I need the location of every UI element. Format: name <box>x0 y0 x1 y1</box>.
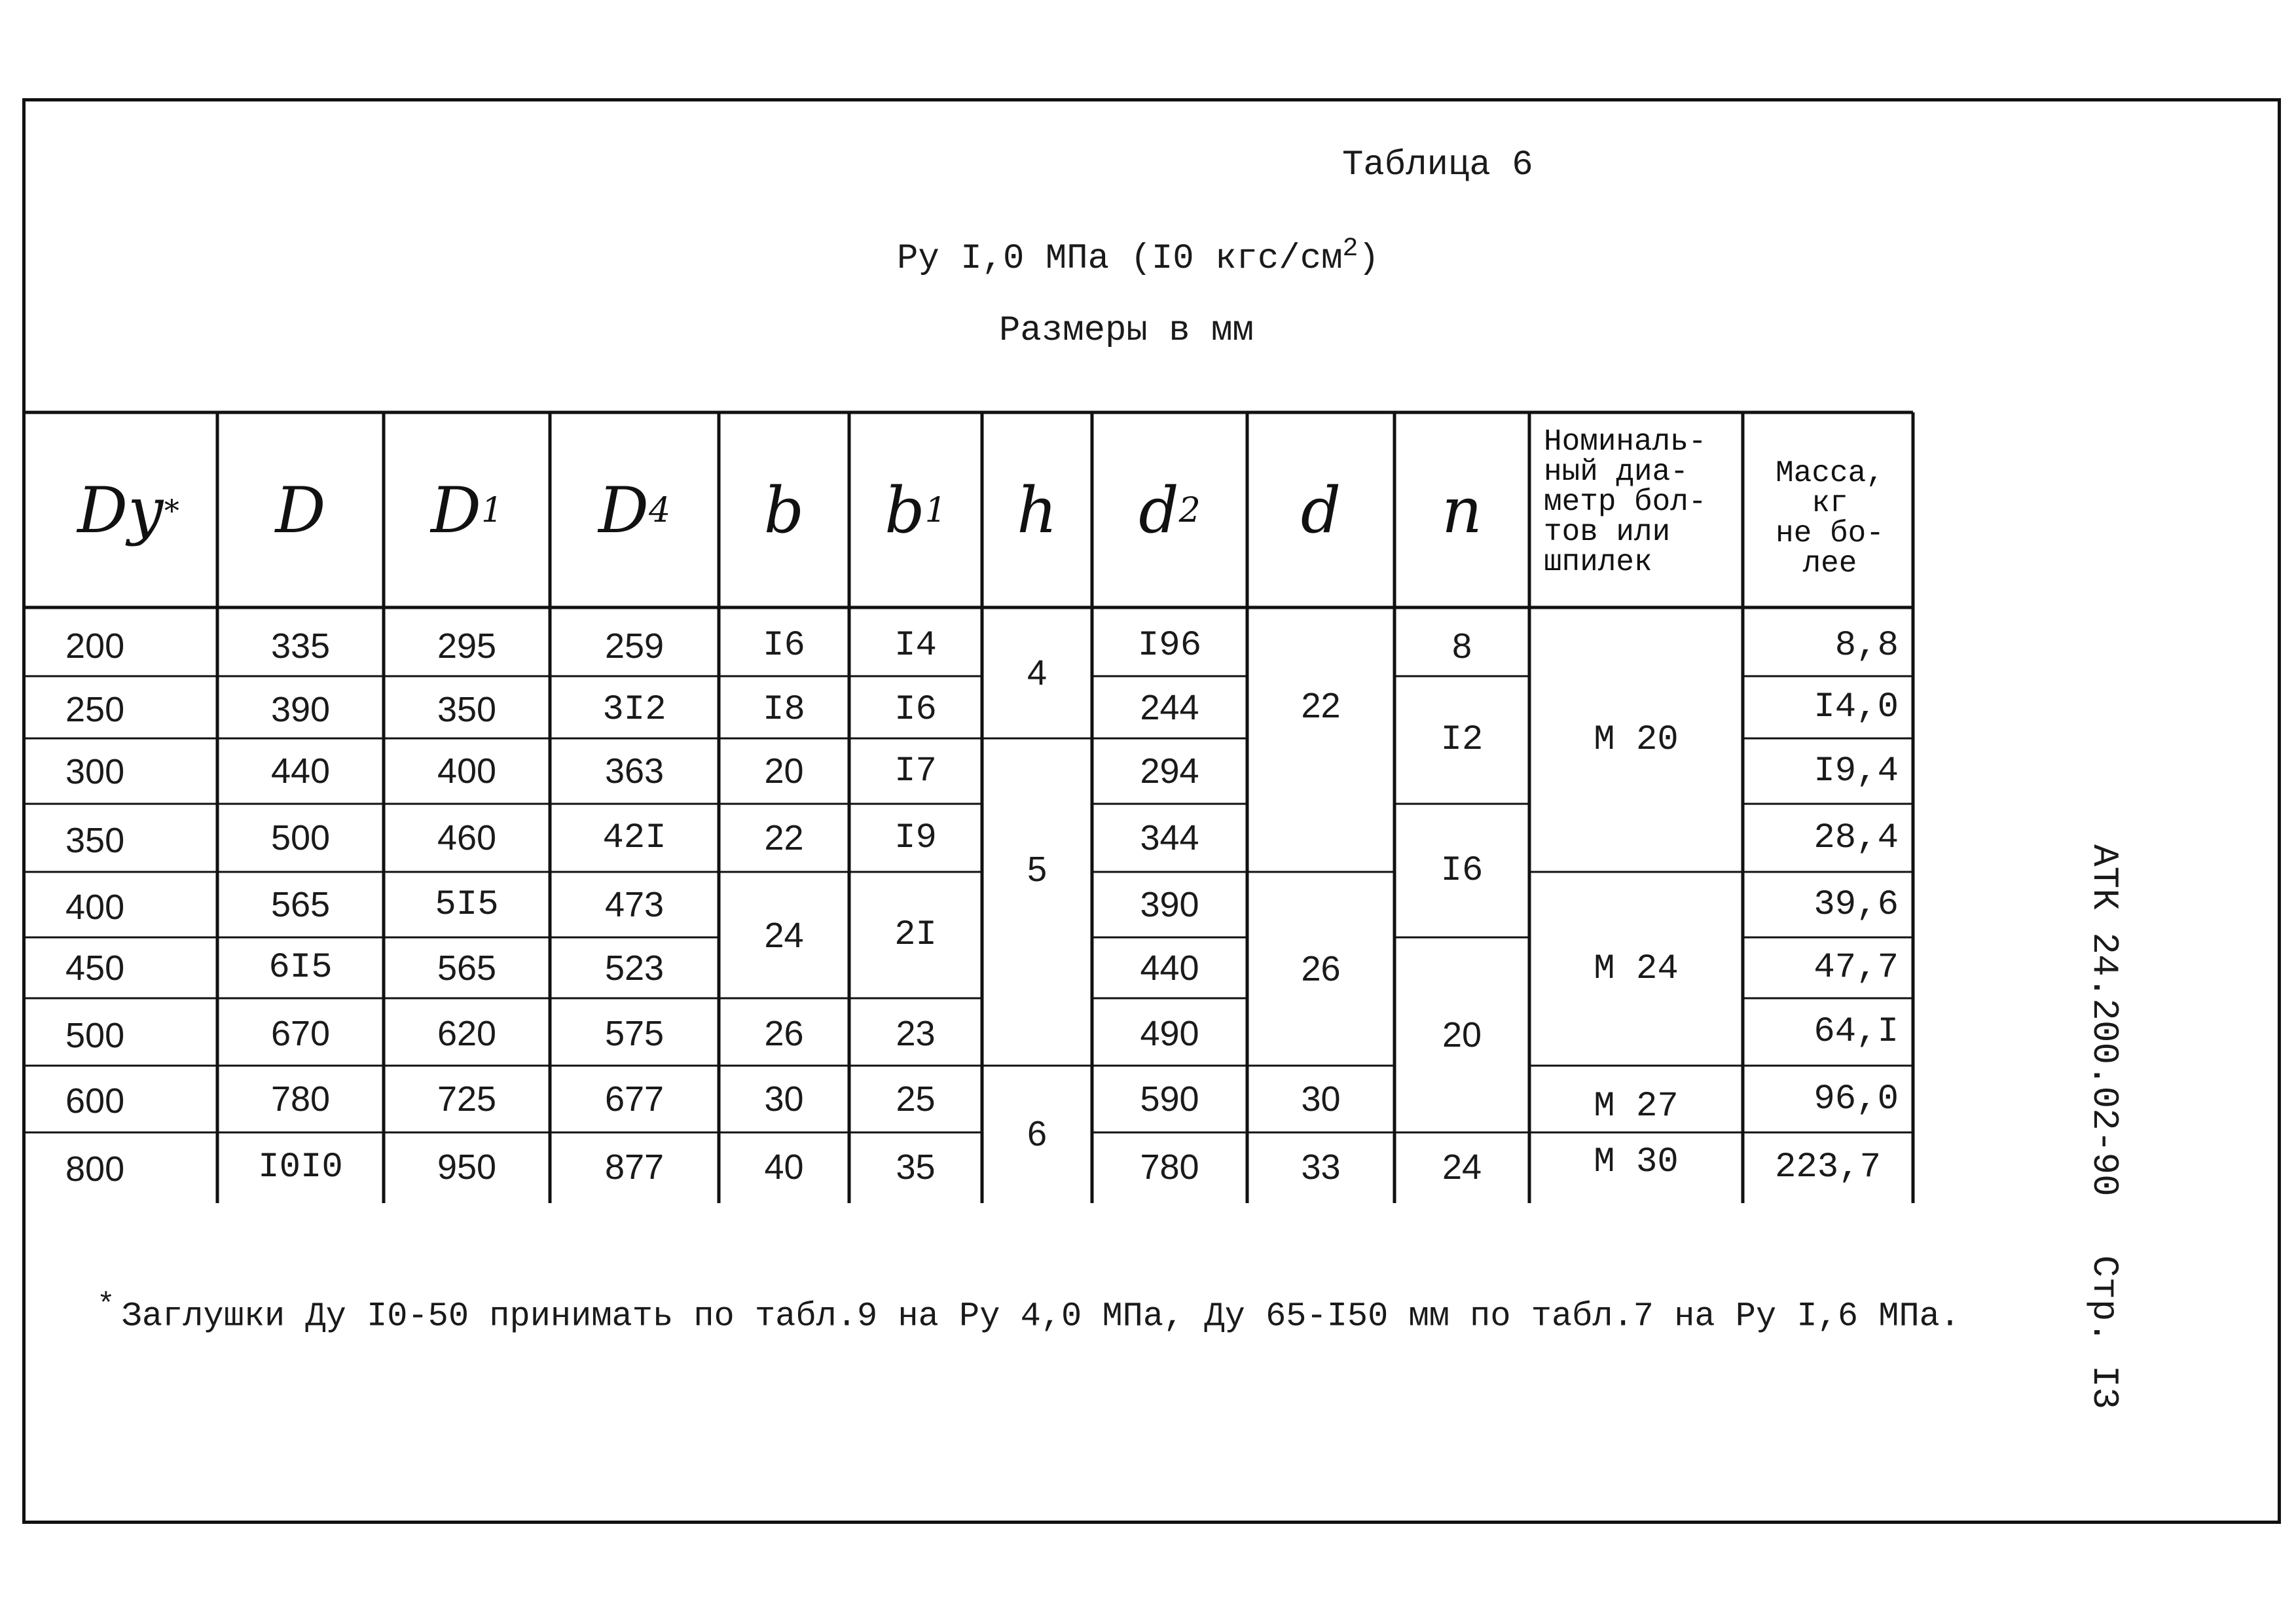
cell-bolt: М 30 <box>1594 1142 1679 1182</box>
cell-d2: 244 <box>1140 687 1199 727</box>
cell-D4: 363 <box>604 751 665 791</box>
cell-b: I8 <box>763 689 805 730</box>
cell-D1: 295 <box>437 626 497 666</box>
cell-dy: 500 <box>65 1016 125 1055</box>
footnote <box>97 1288 1960 1335</box>
cell-D4: 523 <box>604 948 665 988</box>
table-label: Таблица 6 <box>1342 145 1533 185</box>
cell-mass: 39,6 <box>1813 884 1899 925</box>
cell-bolt: М 27 <box>1594 1086 1679 1127</box>
cell-b1: I4 <box>894 626 937 666</box>
cell-dy: 200 <box>65 626 125 666</box>
cell-D4: 259 <box>604 626 665 666</box>
cell-D4: 3I2 <box>602 689 666 730</box>
cell-d2: 590 <box>1140 1079 1199 1119</box>
footnote-mark: * <box>97 1288 115 1322</box>
header-b: b <box>763 474 805 547</box>
pressure-text: Ру I,0 МПа (I0 кгс/см <box>897 239 1343 279</box>
cell-dy: 300 <box>65 752 125 791</box>
cell-D: 565 <box>270 885 331 924</box>
cell-mass: I4,0 <box>1813 687 1899 727</box>
cell-d2: I96 <box>1137 626 1202 666</box>
cell-dy: 800 <box>65 1149 125 1189</box>
cell-bolt-merged: М 20 <box>1594 719 1679 760</box>
header-d2: d 2 <box>1139 474 1201 547</box>
cell-b: I6 <box>763 626 805 666</box>
cell-h-merged: 5 <box>1027 850 1048 889</box>
cell-d2: 390 <box>1140 885 1199 924</box>
cell-D4: 42I <box>602 818 666 858</box>
cell-bolt-merged: М 24 <box>1594 948 1679 989</box>
cell-d-merged: 26 <box>1301 949 1341 988</box>
cell-d2: 490 <box>1140 1014 1199 1053</box>
cell-mass: 96,0 <box>1813 1079 1899 1119</box>
cell-mass: 8,8 <box>1834 626 1899 666</box>
header-dy: Dу * <box>77 474 179 547</box>
header-D4: D 4 <box>598 474 671 547</box>
cell-b1: I9 <box>894 818 937 858</box>
cell-mass: I9,4 <box>1813 751 1899 791</box>
cell-D: I0I0 <box>258 1147 343 1187</box>
cell-D: 6I5 <box>268 948 333 988</box>
header-mass: Масса, кг не бо- лее <box>1776 456 1884 581</box>
cell-n: 8 <box>1451 626 1472 666</box>
cell-b: 20 <box>764 751 804 791</box>
cell-dy: 250 <box>65 690 125 729</box>
cell-n: 24 <box>1442 1147 1482 1187</box>
cell-D: 390 <box>270 690 331 729</box>
header-h: h <box>1017 474 1057 547</box>
cell-D: 780 <box>270 1079 331 1119</box>
cell-b: 30 <box>764 1079 804 1119</box>
cell-D1: 725 <box>437 1079 497 1119</box>
pressure-close: ) <box>1358 239 1379 279</box>
pressure-rating <box>897 234 1379 279</box>
pressure-sup: 2 <box>1342 234 1358 264</box>
header-b1: b 1 <box>884 474 947 547</box>
cell-h-merged: 4 <box>1027 653 1048 693</box>
cell-dy: 600 <box>65 1081 125 1121</box>
cell-D1: 350 <box>437 690 497 729</box>
cell-D: 335 <box>270 626 331 666</box>
cell-b: 40 <box>764 1147 804 1187</box>
header-n: n <box>1442 474 1482 547</box>
side-stamp <box>2083 844 2125 1409</box>
footnote-text: Заглушки Ду I0-50 принимать по табл.9 на Ру 4,0 МПа, Ду 65-I50 мм по табл.7 на Ру I,6 МПа. <box>121 1297 1961 1336</box>
cell-D1: 950 <box>437 1147 497 1187</box>
cell-d: 30 <box>1301 1079 1341 1119</box>
header-D1: D 1 <box>430 474 503 547</box>
cell-b1: 35 <box>896 1147 936 1187</box>
cell-b1: 25 <box>896 1079 936 1119</box>
header-bolt-diameter: Номиналь- ный диа- метр бол- тов или шпилек <box>1544 425 1707 579</box>
cell-d2: 294 <box>1140 751 1199 791</box>
cell-D4: 877 <box>604 1147 665 1187</box>
cell-D4: 677 <box>604 1079 665 1119</box>
cell-mass: 28,4 <box>1813 818 1899 858</box>
cell-D1: 400 <box>437 751 497 791</box>
cell-mass: 64,I <box>1813 1012 1899 1052</box>
cell-dy: 450 <box>65 948 125 988</box>
cell-dy: 350 <box>65 821 125 860</box>
cell-d-merged: 22 <box>1301 686 1341 725</box>
cell-b1-merged: 2I <box>894 915 937 955</box>
cell-d: 33 <box>1301 1147 1341 1187</box>
cell-n-merged: 20 <box>1442 1015 1482 1055</box>
cell-b1: 23 <box>896 1014 936 1053</box>
cell-d2: 780 <box>1140 1147 1199 1187</box>
header-d: d <box>1300 474 1341 547</box>
cell-dy: 400 <box>65 888 125 927</box>
cell-D: 440 <box>270 751 331 791</box>
header-D: D <box>275 474 326 547</box>
cell-d2: 344 <box>1140 818 1199 857</box>
cell-b-merged: 24 <box>764 915 804 955</box>
cell-n-merged: I2 <box>1440 720 1484 760</box>
units-note: Размеры в мм <box>999 311 1254 351</box>
cell-b: 22 <box>764 818 804 857</box>
cell-b1: I7 <box>894 751 937 791</box>
cell-b: 26 <box>764 1014 804 1053</box>
cell-D: 500 <box>270 818 331 857</box>
cell-b1: I6 <box>894 689 937 730</box>
cell-D1: 565 <box>437 948 497 988</box>
document-code: АТК 24.200.02-90 <box>2083 844 2125 1197</box>
cell-mass: 223,7 <box>1774 1147 1882 1187</box>
cell-D4: 473 <box>604 885 665 924</box>
cell-h-merged: 6 <box>1027 1114 1048 1153</box>
cell-D1: 5I5 <box>435 884 499 925</box>
cell-d2: 440 <box>1140 948 1199 988</box>
cell-D1: 620 <box>437 1014 497 1053</box>
cell-mass: 47,7 <box>1813 948 1899 988</box>
cell-D4: 575 <box>604 1014 665 1053</box>
cell-D: 670 <box>270 1014 331 1053</box>
page-number: Стр. I3 <box>2083 1255 2125 1409</box>
cell-n-merged: I6 <box>1440 850 1484 891</box>
cell-D1: 460 <box>437 818 497 857</box>
